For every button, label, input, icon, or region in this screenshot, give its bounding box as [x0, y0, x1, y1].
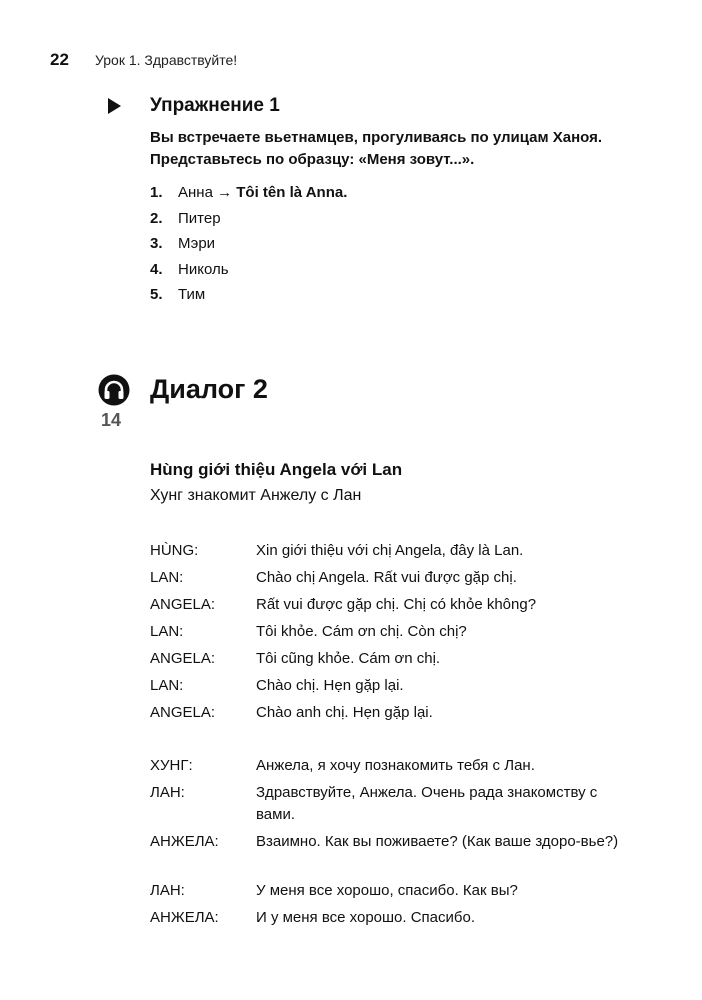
dialog-line	[150, 621, 630, 643]
item-number: 2.	[150, 209, 163, 227]
utterance: Chào anh chị. Hẹn gặp lại.	[256, 704, 433, 721]
item-text: Анна →	[178, 184, 237, 201]
utterance: Xin giới thiệu với chị Angela, đây là Lan.	[256, 542, 524, 559]
utterance: Chào chị. Hẹn gặp lại.	[256, 677, 404, 694]
dialog-subtitle-russian: Хунг знакомит Анжелу с Лан	[150, 487, 362, 504]
speaker: ХУНГ:	[150, 757, 193, 774]
speaker: ЛАН:	[150, 784, 185, 801]
headphones-icon	[98, 374, 130, 406]
running-header: Урок 1. Здравствуйте!	[95, 52, 238, 68]
list-item	[150, 206, 347, 232]
list-item	[150, 231, 347, 257]
utterance: У меня все хорошо, спасибо. Как вы?	[256, 882, 518, 899]
utterance: Rất vui được gặp chị. Chị có khỏe không?	[256, 596, 537, 613]
exercise-title: Упражнение 1	[150, 95, 280, 116]
dialog-line-translation	[150, 907, 630, 929]
utterance: Взаимно. Как вы поживаете? (Как ваше здоро-вье?)	[256, 833, 619, 850]
list-item	[150, 180, 347, 206]
dialog-line	[150, 594, 630, 616]
exercise-instruction-line: Вы встречаете вьетнамцев, прогуливаясь по улицам Ханоя.	[150, 129, 603, 146]
dialog-line	[150, 648, 630, 670]
dialog-line-translation	[150, 755, 630, 777]
speaker: АНЖЕЛА:	[150, 833, 219, 850]
exercise-list	[150, 180, 347, 308]
speaker: ЛАН:	[150, 882, 185, 899]
list-item	[150, 257, 347, 283]
speaker: LAN:	[150, 677, 184, 694]
dialog-line	[150, 567, 630, 589]
speaker: ANGELA:	[150, 704, 216, 721]
utterance: Chào chị Angela. Rất vui được gặp chị.	[256, 569, 517, 586]
dialog-line	[150, 702, 630, 724]
audio-track-number: 14	[101, 410, 122, 430]
dialog-line-translation	[150, 782, 630, 826]
play-arrow-icon	[108, 98, 121, 114]
item-number: 1.	[150, 184, 163, 201]
dialog-line	[150, 675, 630, 697]
utterance: Tôi khỏe. Cám ơn chị. Còn chị?	[256, 623, 467, 640]
item-text: Мэри	[178, 235, 216, 252]
item-number: 4.	[150, 260, 163, 278]
dialog-line-translation	[150, 880, 630, 902]
exercise-instruction-line: Представьтесь по образцу: «Меня зовут...».	[150, 151, 475, 168]
item-number: 3.	[150, 235, 163, 252]
utterance: И у меня все хорошо. Спасибо.	[256, 909, 476, 926]
speaker: ANGELA:	[150, 650, 216, 667]
speaker: АНЖЕЛА:	[150, 909, 219, 926]
dialog-subtitle-vietnamese: Hùng giới thiệu Angela với Lan	[150, 460, 403, 479]
dialog-title: Диалог 2	[150, 374, 268, 404]
speaker: HÙNG:	[150, 542, 199, 559]
item-text: Николь	[178, 260, 229, 278]
utterance: Tôi cũng khỏe. Cám ơn chị.	[256, 650, 441, 667]
item-text: Питер	[178, 209, 221, 227]
item-answer: Tôi tên là Anna.	[236, 184, 348, 201]
speaker: LAN:	[150, 623, 184, 640]
item-number: 5.	[150, 286, 163, 303]
utterance: Анжела, я хочу познакомить тебя с Лан.	[256, 757, 535, 774]
speaker: LAN:	[150, 569, 184, 586]
item-text: Тим	[178, 286, 206, 303]
page-number: 22	[50, 50, 69, 69]
speaker: ANGELA:	[150, 596, 216, 613]
dialog-line	[150, 540, 630, 562]
list-item	[150, 282, 347, 308]
dialog-line-translation	[150, 831, 630, 853]
utterance: Здравствуйте, Анжела. Очень рада знакомству с вами.	[256, 784, 598, 823]
